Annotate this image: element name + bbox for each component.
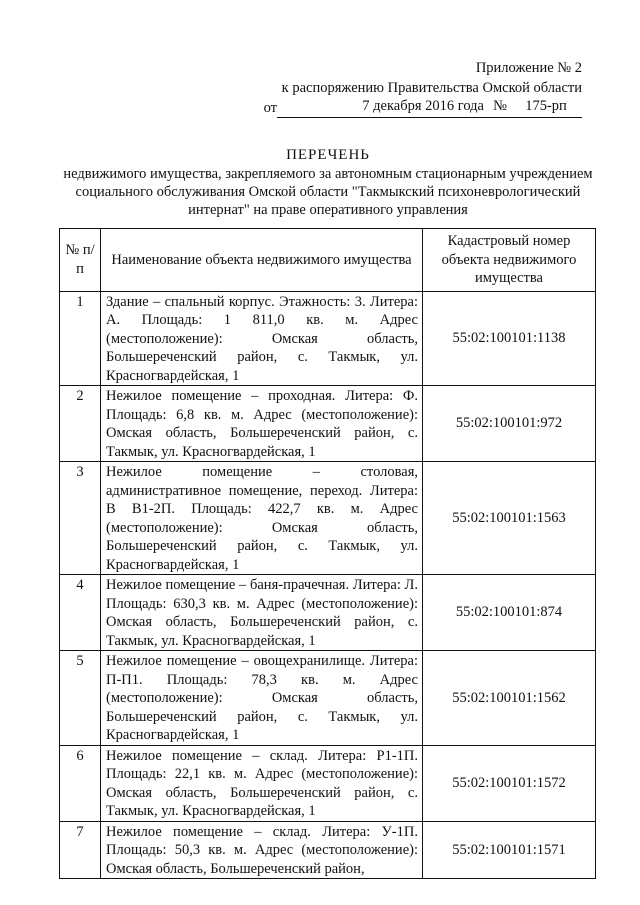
appendix-header bbox=[264, 58, 582, 118]
cadastral-number: 55:02:100101:1572 bbox=[423, 745, 596, 821]
table-body bbox=[60, 291, 596, 879]
header-num: № п/п bbox=[60, 229, 101, 292]
order-date-line bbox=[264, 98, 582, 118]
table-header-row bbox=[60, 229, 596, 292]
object-name: Здание – спальный корпус. Этажность: 3. Литера: А. Площадь: 1 811,0 кв. м. Адрес (местоположение): Омская область, Большереченский район, с. Такмык, ул. Красногвардейская, 1 bbox=[101, 291, 423, 386]
table-row bbox=[60, 575, 596, 651]
row-number: 7 bbox=[60, 821, 101, 879]
title-subtitle: недвижимого имущества, закрепляемого за автономным стационарным учреждением социального обслуживания Омской области "Такмыкский психоневрологический интернат" на праве оперативного управления bbox=[63, 166, 593, 218]
row-number: 5 bbox=[60, 651, 101, 746]
order-date: 7 декабря 2016 года bbox=[277, 98, 490, 118]
document-title bbox=[60, 146, 596, 219]
object-name: Нежилое помещение – склад. Литера: Р1-1П. Площадь: 22,1 кв. м. Адрес (местоположение): Омская область, Большереченский район, с. Такмык, ул. Красногвардейская, 1 bbox=[101, 745, 423, 821]
title-main: ПЕРЕЧЕНЬ bbox=[286, 147, 370, 163]
row-number: 4 bbox=[60, 575, 101, 651]
cadastral-number: 55:02:100101:874 bbox=[423, 575, 596, 651]
row-number: 2 bbox=[60, 386, 101, 462]
property-table bbox=[59, 228, 596, 879]
object-name: Нежилое помещение – столовая, административное помещение, переход. Литера: В В1-2П. Площадь: 422,7 кв. м. Адрес (местоположение): Омская область, Большереченский район, с. Такмык, ул. Красногвардейская, 1 bbox=[101, 462, 423, 575]
cadastral-number: 55:02:100101:972 bbox=[423, 386, 596, 462]
object-name: Нежилое помещение – склад. Литера: У-1П. Площадь: 50,3 кв. м. Адрес (местоположение): Омская область, Большереченский район, bbox=[101, 821, 423, 879]
table-row bbox=[60, 745, 596, 821]
order-number-sign: № bbox=[490, 98, 510, 118]
table-row bbox=[60, 291, 596, 386]
order-from-label: от bbox=[263, 100, 277, 116]
cadastral-number: 55:02:100101:1562 bbox=[423, 651, 596, 746]
cadastral-number: 55:02:100101:1563 bbox=[423, 462, 596, 575]
order-number: 175-рп bbox=[510, 98, 582, 118]
row-number: 6 bbox=[60, 745, 101, 821]
cadastral-number: 55:02:100101:1138 bbox=[423, 291, 596, 386]
appendix-number: Приложение № 2 bbox=[475, 60, 582, 76]
table-row bbox=[60, 386, 596, 462]
table-row bbox=[60, 821, 596, 879]
row-number: 3 bbox=[60, 462, 101, 575]
appendix-reference: к распоряжению Правительства Омской области bbox=[281, 80, 582, 96]
header-cadastral: Кадастровый номер объекта недвижимого имущества bbox=[423, 229, 596, 292]
table-row bbox=[60, 651, 596, 746]
header-name: Наименование объекта недвижимого имущества bbox=[101, 229, 423, 292]
row-number: 1 bbox=[60, 291, 101, 386]
table-row bbox=[60, 462, 596, 575]
object-name: Нежилое помещение – овощехранилище. Литера: П-П1. Площадь: 78,3 кв. м. Адрес (местоположение): Омская область, Большереченский район, с. Такмык, ул. Красногвардейская, 1 bbox=[101, 651, 423, 746]
object-name: Нежилое помещение – баня-прачечная. Литера: Л. Площадь: 630,3 кв. м. Адрес (местоположение): Омская область, Большереченский район, с. Такмык, ул. Красногвардейская, 1 bbox=[101, 575, 423, 651]
object-name: Нежилое помещение – проходная. Литера: Ф. Площадь: 6,8 кв. м. Адрес (местоположение): Омская область, Большереченский район, с. Такмык, ул. Красногвардейская, 1 bbox=[101, 386, 423, 462]
cadastral-number: 55:02:100101:1571 bbox=[423, 821, 596, 879]
